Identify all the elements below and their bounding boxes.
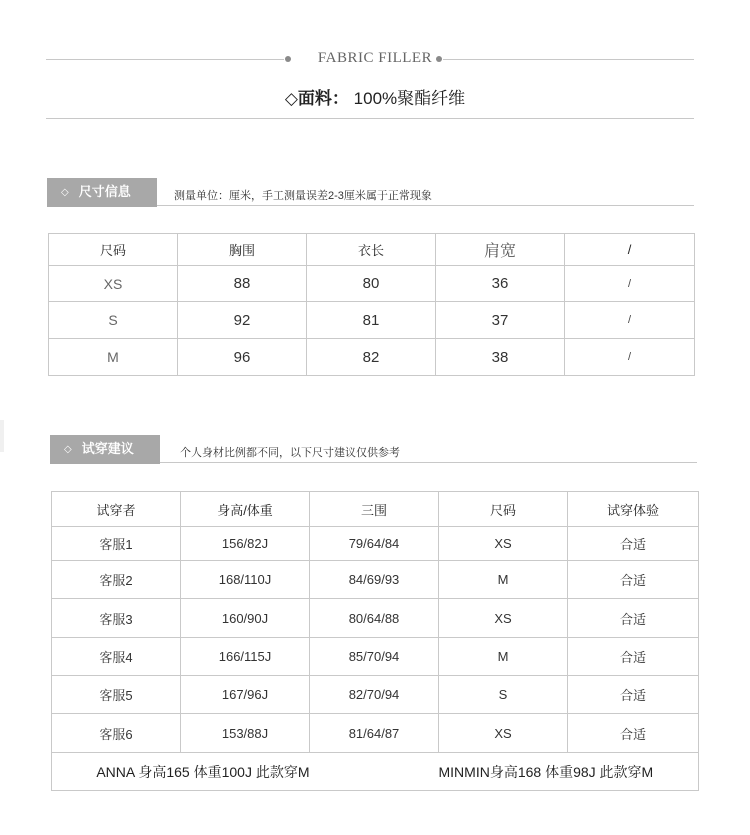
size-table-header-row xyxy=(49,234,695,266)
size-header-cell: / xyxy=(565,234,695,266)
size-cell: M xyxy=(439,638,568,676)
table-row xyxy=(52,714,699,753)
height-weight-cell: 153/88J xyxy=(181,714,310,753)
size-cell: XS xyxy=(49,266,178,302)
length-cell: 82 xyxy=(307,339,436,376)
bust-cell: 96 xyxy=(178,339,307,376)
fit-result-cell: 合适 xyxy=(568,527,699,561)
size-table xyxy=(48,233,695,376)
size-info-rule xyxy=(157,205,694,206)
fit-suggestion-rule xyxy=(160,462,697,463)
size-info-tag-label: 尺寸信息 xyxy=(78,184,131,199)
shoulder-cell: 38 xyxy=(436,339,565,376)
measurements-cell: 79/64/84 xyxy=(310,527,439,561)
measurements-cell: 84/69/93 xyxy=(310,561,439,599)
diamond-icon: ◇ xyxy=(61,187,69,198)
fabric-info xyxy=(0,84,750,109)
blank-cell: / xyxy=(565,339,695,376)
table-row xyxy=(52,676,699,714)
fabric-title: FABRIC FILLER xyxy=(317,50,433,66)
shoulder-cell: 36 xyxy=(436,266,565,302)
blank-cell: / xyxy=(565,266,695,302)
fit-table-footer-row xyxy=(52,753,699,791)
size-cell: S xyxy=(439,676,568,714)
measurements-cell: 81/64/87 xyxy=(310,714,439,753)
size-cell: XS xyxy=(439,714,568,753)
edge-mark xyxy=(0,420,4,452)
length-cell: 81 xyxy=(307,302,436,339)
fabric-value: 100%聚酯纤维 xyxy=(353,89,466,108)
fit-header-cell: 身高/体重 xyxy=(181,492,310,527)
tester-cell: 客服3 xyxy=(52,599,181,638)
table-row xyxy=(52,561,699,599)
size-cell: M xyxy=(439,561,568,599)
tester-cell: 客服5 xyxy=(52,676,181,714)
fit-header-cell: 三围 xyxy=(310,492,439,527)
bust-cell: 92 xyxy=(178,302,307,339)
tester-cell: 客服6 xyxy=(52,714,181,753)
measurements-cell: 80/64/88 xyxy=(310,599,439,638)
size-info-note: 测量单位：厘米，手工测量误差2-3厘米属于正常现象 xyxy=(174,190,432,202)
measurements-cell: 85/70/94 xyxy=(310,638,439,676)
table-row xyxy=(52,638,699,676)
fit-result-cell: 合适 xyxy=(568,638,699,676)
fabric-right-rule xyxy=(443,59,694,60)
size-header-cell: 衣长 xyxy=(307,234,436,266)
table-row xyxy=(49,266,695,302)
fit-table xyxy=(51,491,699,791)
diamond-icon: ◇ xyxy=(64,444,72,455)
footer-model-minmin: MINMIN身高168 体重98J 此款穿M xyxy=(439,753,699,791)
fit-table-header-row xyxy=(52,492,699,527)
tester-cell: 客服2 xyxy=(52,561,181,599)
fit-suggestion-tag-label: 试穿建议 xyxy=(81,441,134,456)
fit-header-cell: 试穿者 xyxy=(52,492,181,527)
footer-model-anna: ANNA 身高165 体重100J 此款穿M xyxy=(52,753,310,791)
height-weight-cell: 166/115J xyxy=(181,638,310,676)
tester-cell: 客服1 xyxy=(52,527,181,561)
height-weight-cell: 167/96J xyxy=(181,676,310,714)
blank-cell: / xyxy=(565,302,695,339)
size-cell: XS xyxy=(439,599,568,638)
fabric-bottom-rule xyxy=(46,118,694,119)
fabric-right-dot xyxy=(436,56,442,62)
fit-header-cell: 试穿体验 xyxy=(568,492,699,527)
size-cell: XS xyxy=(439,527,568,561)
fit-result-cell: 合适 xyxy=(568,599,699,638)
size-header-cell: 肩宽 xyxy=(436,234,565,266)
fit-suggestion-note: 个人身材比例都不同，以下尺寸建议仅供参考 xyxy=(180,447,400,459)
fabric-label: ◇面料： xyxy=(284,89,349,108)
size-cell: M xyxy=(49,339,178,376)
table-row xyxy=(49,302,695,339)
tester-cell: 客服4 xyxy=(52,638,181,676)
fit-result-cell: 合适 xyxy=(568,676,699,714)
table-row xyxy=(49,339,695,376)
length-cell: 80 xyxy=(307,266,436,302)
table-row xyxy=(52,599,699,638)
fit-suggestion-tag xyxy=(50,435,160,464)
height-weight-cell: 156/82J xyxy=(181,527,310,561)
shoulder-cell: 37 xyxy=(436,302,565,339)
bust-cell: 88 xyxy=(178,266,307,302)
fit-result-cell: 合适 xyxy=(568,561,699,599)
size-cell: S xyxy=(49,302,178,339)
measurements-cell: 82/70/94 xyxy=(310,676,439,714)
fit-header-cell: 尺码 xyxy=(439,492,568,527)
size-info-tag xyxy=(47,178,157,207)
size-header-cell: 尺码 xyxy=(49,234,178,266)
fit-result-cell: 合适 xyxy=(568,714,699,753)
height-weight-cell: 160/90J xyxy=(181,599,310,638)
footer-spacer xyxy=(310,753,439,791)
table-row xyxy=(52,527,699,561)
size-header-cell: 胸围 xyxy=(178,234,307,266)
height-weight-cell: 168/110J xyxy=(181,561,310,599)
